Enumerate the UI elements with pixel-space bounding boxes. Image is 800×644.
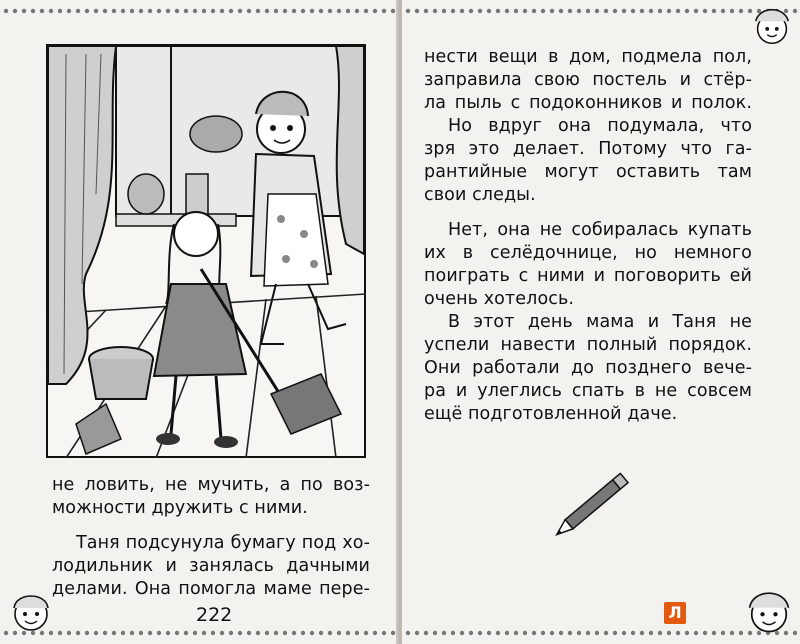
illustration-girl-sweeping: [46, 44, 366, 458]
girl-face-icon: [742, 584, 796, 638]
text-line: свои следы.: [424, 185, 536, 205]
bottom-dotted-border-right: [402, 628, 800, 638]
text-line: Они работали до позднего вече-: [424, 358, 752, 378]
text-line: Таня подсунула бумагу под хо-: [76, 533, 370, 553]
text-line: Нет, она не собиралась купать: [448, 220, 752, 240]
text-line: Но вдруг она подумала, что: [448, 116, 752, 136]
pencil-icon: [542, 465, 642, 545]
text-line: ла пыль с подоконников и полок.: [424, 93, 752, 113]
paragraph-gap: [52, 520, 370, 532]
publisher-logo: Л: [664, 602, 686, 624]
text-line: зря это делает. Потому что га-: [424, 139, 752, 159]
top-dotted-border-right: [402, 6, 800, 16]
paragraph-gap: [424, 207, 752, 219]
page-number: 222: [196, 604, 233, 626]
text-line: не ловить, не мучить, а по воз-: [52, 475, 370, 495]
text-line: В этот день мама и Таня не: [448, 312, 752, 332]
right-page-text: [424, 46, 752, 426]
right-page: [402, 0, 800, 644]
text-line: нести вещи в дом, подмела пол,: [424, 47, 752, 67]
text-line: успели навести полный порядок.: [424, 335, 752, 355]
text-line: ра и улеглись спать в не совсем: [424, 381, 752, 401]
text-line: лодильник и занялась дачными: [52, 556, 370, 576]
bottom-dotted-border-left: [0, 628, 398, 638]
girl-face-icon: [748, 2, 796, 50]
left-page: [0, 0, 398, 644]
text-line: очень хотелось.: [424, 289, 575, 309]
girl-face-icon: [6, 586, 56, 636]
top-dotted-border-left: [0, 6, 398, 16]
text-line: ещё подготовленной даче.: [424, 404, 678, 424]
text-line: заправила свою постель и стёр-: [424, 70, 752, 90]
text-line: делами. Она помогла маме пере-: [52, 579, 370, 599]
text-line: их в селёдочнице, но немного: [424, 243, 752, 263]
text-line: поиграть с ними и поговорить ей: [424, 266, 752, 286]
text-line: можности дружить с ними.: [52, 498, 308, 518]
left-page-text: [52, 474, 370, 601]
text-line: рантийные могут оставить там: [424, 162, 752, 182]
